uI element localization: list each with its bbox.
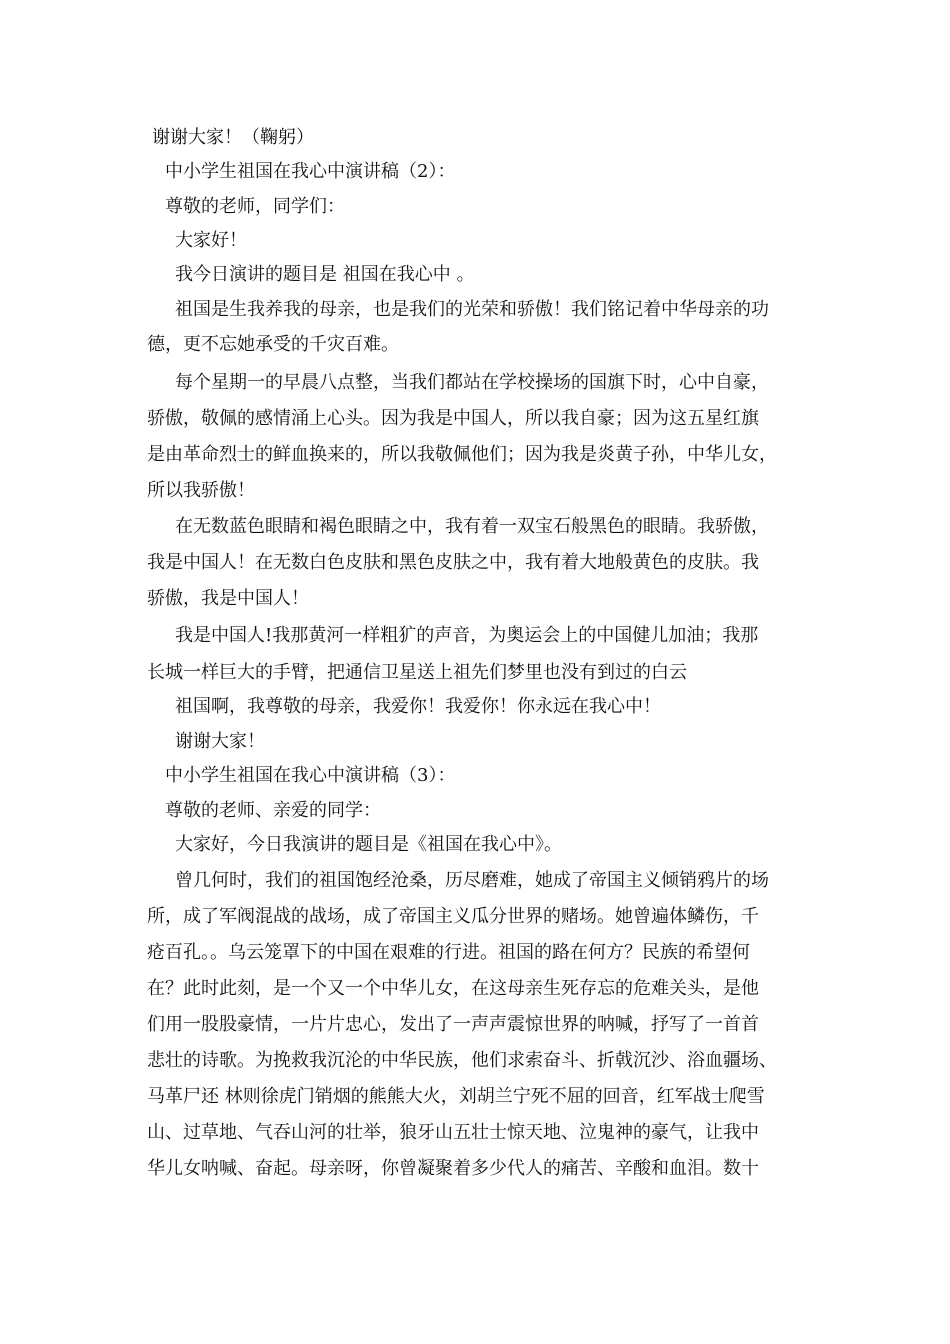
text-line: 疮百孔。。乌云笼罩下的中国在艰难的行进。祖国的路在何方？民族的希望何 xyxy=(147,942,750,963)
greeting: 大家好！ xyxy=(175,230,247,251)
text-line: 长城一样巨大的手臂，把通信卫星送上祖先们梦里也没有到过的白云 xyxy=(147,662,687,683)
text-line: 悲壮的诗歌。为挽救我沉沦的中华民族，他们求索奋斗、折戟沉沙、浴血疆场、 xyxy=(147,1050,777,1071)
text-line: 曾几何时，我们的祖国饱经沧桑，历尽磨难，她成了帝国主义倾销鸦片的场 xyxy=(175,870,769,891)
text-line: 是由革命烈士的鲜血换来的，所以我敬佩他们；因为我是炎黄子孙，中华儿女， xyxy=(147,444,777,465)
text-line: 祖国是生我养我的母亲，也是我们的光荣和骄傲！我们铭记着中华母亲的功 xyxy=(175,299,769,320)
text-line: 所，成了军阀混战的战场，成了帝国主义瓜分世界的赌场。她曾遍体鳞伤，千 xyxy=(147,906,759,927)
text-line: 每个星期一的早晨八点整，当我们都站在学校操场的国旗下时，心中自豪， xyxy=(175,372,769,393)
text-line: 我是中国人！在无数白色皮肤和黑色皮肤之中，我有着大地般黄色的皮肤。我 xyxy=(147,552,759,573)
salutation: 尊敬的老师，同学们： xyxy=(165,196,345,217)
salutation: 尊敬的老师、亲爱的同学： xyxy=(165,800,381,821)
text-line: 谢谢大家！（鞠躬） xyxy=(152,127,314,148)
text-line: 马革尸还 林则徐虎门销烟的熊熊大火，刘胡兰宁死不屈的回音，红军战士爬雪 xyxy=(147,1086,765,1107)
text-line: 祖国啊，我尊敬的母亲，我爱你！我爱你！你永远在我心中！ xyxy=(175,696,661,717)
greeting: 大家好，今日我演讲的题目是《祖国在我心中》。 xyxy=(175,834,562,855)
text-line: 我今日演讲的题目是 祖国在我心中 。 xyxy=(175,264,475,285)
text-line: 骄傲，敬佩的感情涌上心头。因为我是中国人，所以我自豪；因为这五星红旗 xyxy=(147,408,759,429)
text-line: 谢谢大家！ xyxy=(175,731,265,752)
text-line: 山、过草地、气吞山河的壮举，狼牙山五壮士惊天地、泣鬼神的豪气，让我中 xyxy=(147,1122,759,1143)
text-line: 们用一股股豪情，一片片忠心，发出了一声声震惊世界的呐喊，抒写了一首首 xyxy=(147,1014,759,1035)
text-line: 华儿女呐喊、奋起。母亲呀，你曾凝聚着多少代人的痛苦、辛酸和血泪。数十 xyxy=(147,1158,759,1179)
text-line: 我是中国人!我那黄河一样粗犷的声音，为奥运会上的中国健儿加油；我那 xyxy=(175,625,759,646)
text-line: 所以我骄傲！ xyxy=(147,480,255,501)
section-heading: 中小学生祖国在我心中演讲稿（2）： xyxy=(165,161,456,182)
section-heading: 中小学生祖国在我心中演讲稿（3）： xyxy=(165,765,456,786)
text-line: 骄傲，我是中国人！ xyxy=(147,588,309,609)
text-line: 在？此时此刻，是一个又一个中华儿女，在这母亲生死存忘的危难关头，是他 xyxy=(147,978,759,999)
text-line: 德，更不忘她承受的千灾百难。 xyxy=(147,334,399,355)
text-line: 在无数蓝色眼睛和褐色眼睛之中，我有着一双宝石般黑色的眼睛。我骄傲， xyxy=(175,516,769,537)
